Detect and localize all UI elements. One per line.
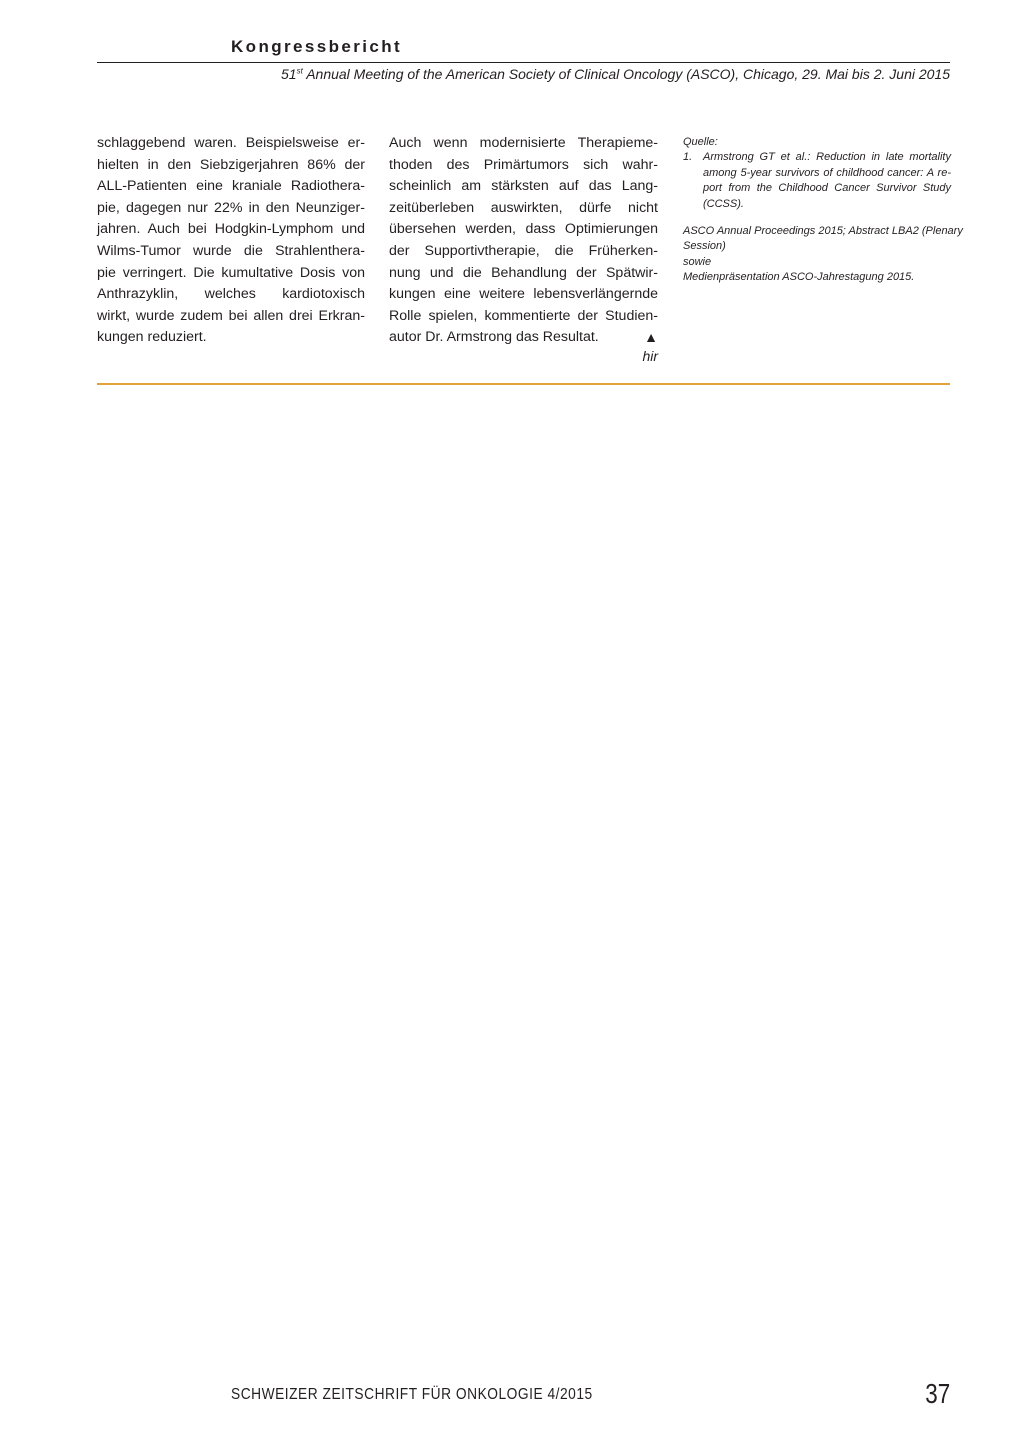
text-line: kungen reduziert. [97,329,207,346]
text-line: Rolle spielen, kommentierte der Studien- [389,307,658,324]
author-initials: hir [642,348,658,364]
header-rule [97,62,950,63]
reference-line: port from the Childhood Cancer Survivor Study [703,182,951,195]
text-line: übersehen werden, dass Optimierungen [389,221,658,238]
text-line: kungen eine weitere lebensverlängernde [389,286,658,303]
text-line [389,327,658,349]
references-heading: Quelle: [683,136,718,148]
spacer [683,212,951,224]
text-line: zeitüberleben auswirkten, dürfe nicht [389,199,658,216]
section-title: Kongressbericht [231,37,403,56]
text-line: nung und die Behandlung der Spätwir- [389,264,658,281]
text-line: jahren. Auch bei Hodgkin-Lymphom und [97,221,365,238]
article-column-left [97,133,365,349]
text-line: der Supportivtherapie, die Früherken- [389,242,658,259]
text-line: pie verringert. Die kumultative Dosis von [97,264,365,281]
asco-proceedings-line: ASCO Annual Proceedings 2015; Abstract LBA2 (Plenary [683,225,963,238]
text-line-content: autor Dr. Armstrong das Resultat. [389,329,599,346]
text-line: hielten in den Siebzigerjahren 86% der [97,156,365,173]
reference-line: among 5-year survivors of childhood cancer: A re- [703,166,951,179]
text-line: pie, dagegen nur 22% in den Neunziger- [97,199,365,216]
text-line: thoden des Primärtumors sich wahr- [389,156,658,173]
references-conjunction: sowie [683,255,712,268]
text-line: Auch wenn modernisierte Therapieme- [389,135,658,151]
text-line: Anthrazyklin, welches kardiotoxisch [97,286,365,303]
meeting-subtitle [97,66,950,82]
meeting-ordinal: 51 [281,66,297,82]
end-of-article-triangle-icon: ▲ [644,329,658,346]
reference-line: Armstrong GT et al.: Reduction in late mortality [703,151,951,164]
article-column-middle [389,133,658,349]
asco-proceedings-line: Session) [683,240,726,253]
reference-number: 1. [683,151,693,164]
text-line: ALL-Patienten eine kraniale Radiothera- [97,178,365,195]
reference-line: (CCSS). [703,197,744,210]
reference-item [683,150,951,212]
text-line: wirkt, wurde zudem bei allen drei Erkran- [97,307,365,324]
section-divider-rule [97,383,950,385]
text-line: schlaggebend waren. Beispielsweise er- [97,135,365,151]
references-box [683,135,963,286]
journal-footer: SCHWEIZER ZEITSCHRIFT FÜR ONKOLOGIE 4/2015 [231,1386,593,1403]
meeting-description: Annual Meeting of the American Society of Clinical Oncology (ASCO), Chicago, 29. Mai bis 2. Juni 2015 [302,66,950,82]
text-line: Wilms-Tumor wurde die Strahlenthera- [97,242,365,259]
text-line: scheinlich am stärksten auf das Lang- [389,178,658,195]
meeting-ordinal-suffix: st [296,66,303,76]
page-number: 37 [925,1378,950,1409]
media-presentation: Medienpräsentation ASCO-Jahrestagung 2015. [683,271,915,284]
